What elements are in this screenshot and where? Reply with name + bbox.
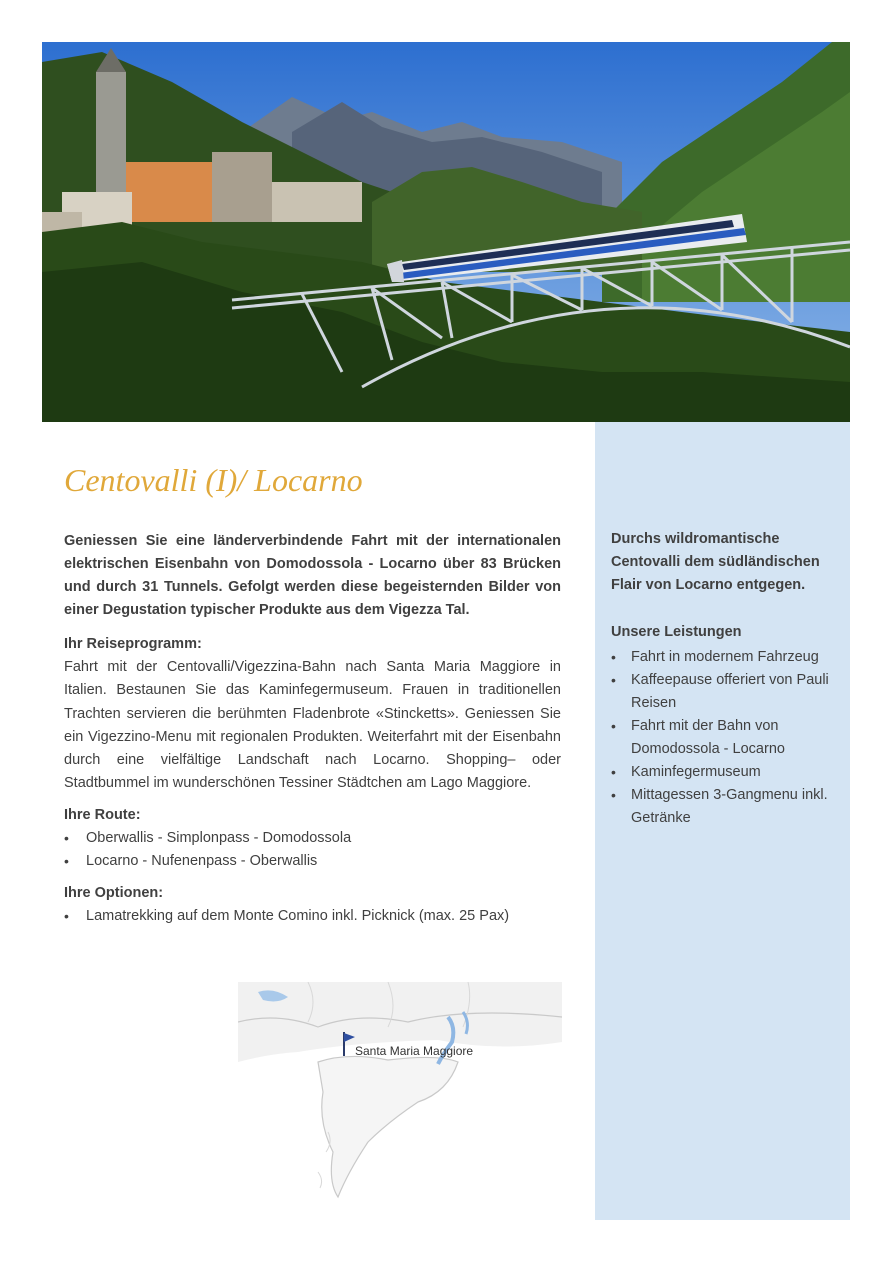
- bullet-icon: •: [611, 764, 616, 780]
- list-item: • Locarno - Nufenenpass - Oberwallis: [64, 850, 564, 873]
- bullet-icon: •: [64, 908, 69, 924]
- program-heading: Ihr Reiseprogramm:: [64, 636, 202, 652]
- lead-paragraph: Geniessen Sie eine länderverbindende Fahrt mit der internationalen elektrischen Eisenbahn von Domodossola - Locarno über 83 Brücken und durch 31 Tunnels. Gefolgt werden diese begeisternden Bilder von einer Degustation typischer Produkte aus dem Vigezza Tal.: [64, 533, 561, 618]
- bullet-icon: •: [64, 830, 69, 846]
- options-heading: Ihre Optionen:: [64, 885, 164, 901]
- bullet-icon: •: [611, 649, 616, 665]
- list-item: • Kaminfegermuseum: [611, 761, 841, 784]
- list-item: • Fahrt mit der Bahn von Domodossola - Locarno: [611, 715, 841, 761]
- map-place-label: Santa Maria Maggiore: [355, 1044, 474, 1058]
- route-list: [64, 827, 564, 873]
- sidebar: [595, 422, 850, 1220]
- services-heading: Unsere Leistungen: [611, 624, 742, 640]
- map-flag-icon: [342, 1032, 356, 1056]
- bullet-icon: •: [64, 853, 69, 869]
- list-item: • Fahrt in modernem Fahrzeug: [611, 646, 841, 669]
- bullet-icon: •: [611, 672, 616, 688]
- page-title: Centovalli (I)/ Locarno: [64, 462, 363, 498]
- program-text: Fahrt mit der Centovalli/Vigezzina-Bahn nach Santa Maria Maggiore in Italien. Bestaunen Sie das Kaminfegermuseum. Frauen in traditionellen Trachten servieren die berühmten Fladenbrote «Stincketts». Geniessen Sie ein Vigezzino-Menu mit regionalen Produkten. Weiterfahrt mit der Eisenbahn durch eine vielfältige Landschaft nach Locarno. Shopping– oder Stadtbummel im wunderschönen Tessiner Städtchen am Lago Maggiore.: [64, 659, 561, 792]
- route-heading: Ihre Route:: [64, 807, 141, 823]
- sidebar-intro: Durchs wildromantische Centovalli dem südländischen Flair von Locarno entgegen.: [611, 531, 820, 593]
- route-map: [238, 982, 562, 1204]
- list-item: • Oberwallis - Simplonpass - Domodossola: [64, 827, 564, 850]
- hero-photo: [42, 42, 850, 422]
- list-item: • Kaffeepause offeriert von Pauli Reisen: [611, 669, 841, 715]
- bullet-icon: •: [611, 787, 616, 803]
- options-list: [64, 905, 564, 928]
- services-list: [611, 646, 841, 830]
- list-item: • Mittagessen 3-Gangmenu inkl. Getränke: [611, 784, 841, 830]
- list-item: • Lamatrekking auf dem Monte Comino inkl. Picknick (max. 25 Pax): [64, 905, 564, 928]
- bullet-icon: •: [611, 718, 616, 734]
